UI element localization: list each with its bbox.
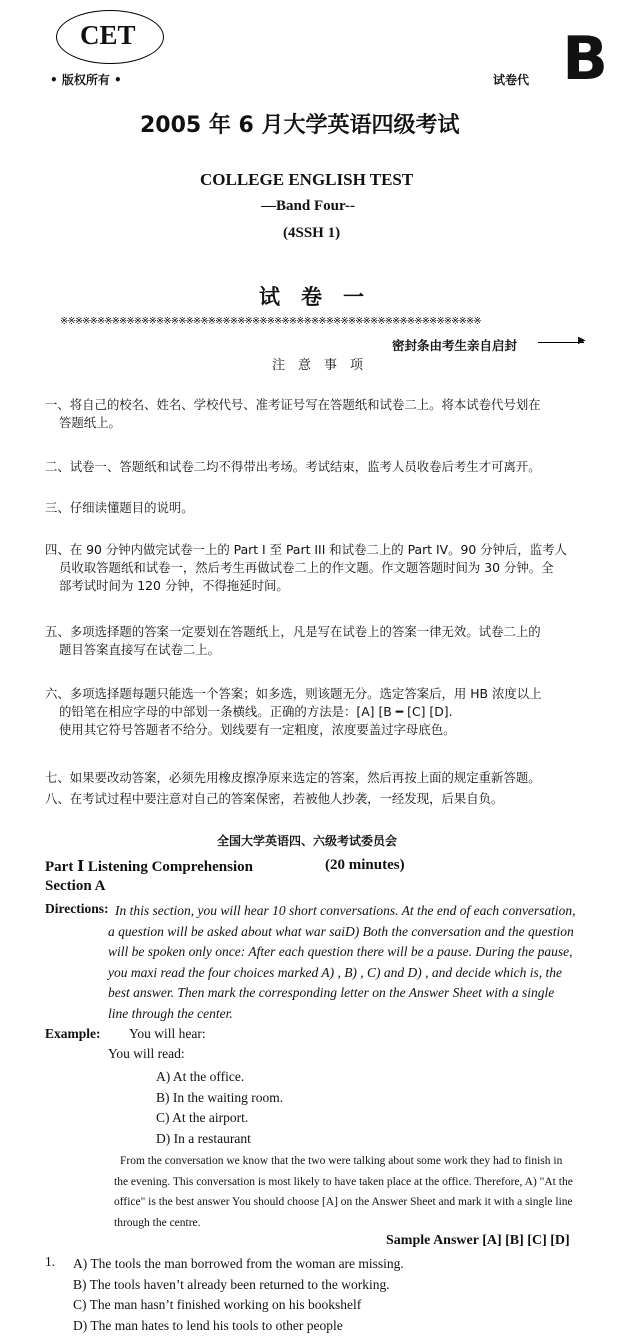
seal-note: 密封条由考生亲自启封: [392, 338, 518, 353]
notice-item: 五、多项选择题的答案一定要划在答题纸上，凡是写在试卷上的答案一律无效。试卷二上的 题目答案直接写在试卷二上。: [45, 624, 541, 657]
notice-item: 一、将自己的校名、姓名、学校代号、准考证号写在答题纸和试卷二上。将本试卷代号划在 答题纸上。: [45, 397, 541, 430]
example-read: You will read:: [108, 1046, 185, 1061]
part-title: Part Ⅰ Listening Comprehension: [45, 859, 254, 875]
paper-code-title: (4SSH 1): [283, 225, 341, 241]
sample-answer: Sample Answer [A] [B] [C] [D]: [386, 1233, 570, 1248]
question-choices: A) The tools the man borrowed from the woman are missing. B) The tools haven’t already been returned to the working. C) The man hasn’t finished working on his bookshelf D) The man hates to lend his tools to other people: [73, 1256, 404, 1334]
example-choices: A) At the office. B) In the waiting room. C) At the airport. D) In a restaurant: [156, 1069, 284, 1147]
paper-title: 试 卷 一: [259, 285, 364, 309]
notice-item: 七、如果要改动答案，必须先用橡皮擦净原来选定的答案，然后再按上面的规定重新答题。: [45, 770, 541, 785]
exam-title: 2005 年 6 月大学英语四级考试: [140, 113, 460, 138]
part-time: (20 minutes): [325, 857, 405, 873]
question-number: 1.: [45, 1254, 56, 1269]
notice-item: 八、在考试过程中要注意对自己的答案保密，若被他人抄袭，一经发现，后果自负。: [45, 791, 504, 806]
cet-logo-text: CET: [80, 20, 136, 50]
section-title: Section A: [45, 878, 106, 894]
notice-heading: 注 意 事 项: [272, 358, 364, 373]
example-hear: You will hear:: [129, 1026, 206, 1041]
paper-code-label: 试卷代: [493, 73, 530, 87]
directions-text: In this section, you will hear 10 short conversations. At the end of each conversation, a question will be asked about what war saiD) Both the conversation and the question will be spoken only once: After each question there will be a pause. During the pause, you maxi read the four choices marked A) , B) , C) and D) , and decide which is, the best answer. Then mark the corresponding letter on the Answer Sheet with a single line through the center.: [108, 903, 576, 1021]
band-title: —Band Four--: [261, 198, 356, 214]
notice-item: 六、多项选择题每题只能选一个答案；如多选，则该题无分。选定答案后，用 HB 浓度以上 的铅笔在相应字母的中部划一条横线。正确的方法是：[A] [B ━ [C] [D]. 使用其它符号答题者不给分。划线要有一定粗度，浓度要盖过字母底色。: [45, 686, 542, 737]
notice-item: 三、仔细读懂题目的说明。: [45, 500, 194, 515]
example-label: Example:: [45, 1026, 101, 1041]
example-explanation: From the conversation we know that the two were talking about some work they had to finish in the evening. This conversation is most likely to have taken place at the office. Therefore, A) "At the office" is the best answer You should choose [A] on the Answer Sheet and mark it with a single line through the centre.: [114, 1155, 573, 1229]
separator-line: ※※※※※※※※※※※※※※※※※※※※※※※※※※※※※※※※※※※※※※※※※※※※※※※※※※※※※※※※※: [60, 316, 481, 327]
paper-code: B: [562, 24, 606, 94]
notice-item: 二、试卷一、答题纸和试卷二均不得带出考场。考试结束，监考人员收卷后考生才可离开。: [45, 459, 541, 474]
directions-label: Directions:: [45, 901, 109, 916]
notice-item: 四、在 90 分钟内做完试卷一上的 Part I 至 Part III 和试卷二上的 Part IV。90 分钟后，监考人 员收取答题纸和试卷一，然后考生再做试卷二上的作文题。作文题答题时间为 30 分钟。全 部考试时间为 120 分钟，不得拖延时间。: [45, 542, 567, 593]
seal-arrow-head: ▶: [578, 335, 586, 346]
committee: 全国大学英语四、六级考试委员会: [217, 834, 398, 848]
english-title: COLLEGE ENGLISH TEST: [200, 170, 414, 189]
copyright-label: • 版权所有 •: [50, 73, 122, 87]
